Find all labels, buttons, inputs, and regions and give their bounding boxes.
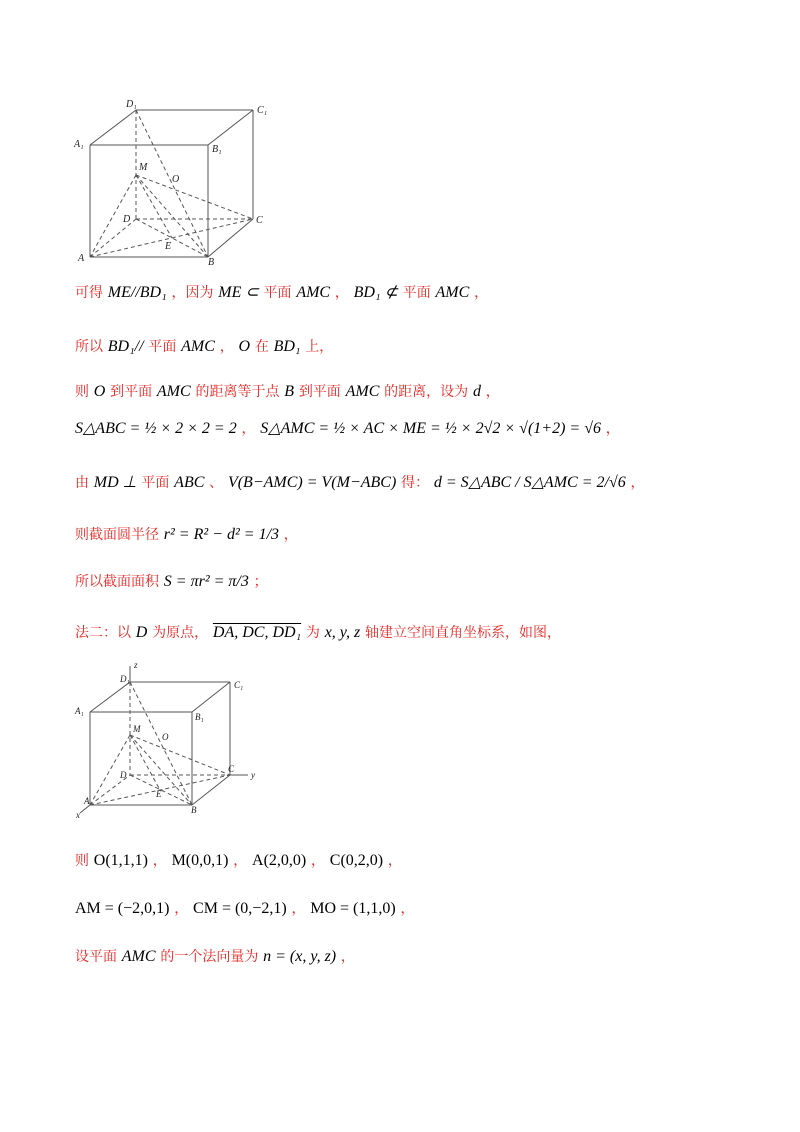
text-line-5: 由 MD ⊥ 平面 ABC 、 V(B−AMC) = V(M−ABC) 得： d = S△ABC / S△AMC = 2/√6 ， (75, 474, 645, 491)
text-line-9: 则 O(1,1,1) ， M(0,0,1) ， A(2,0,0) ， C(0,2,0) ， (75, 852, 402, 869)
label2-b: B (191, 805, 197, 815)
text-line-7: 所以截面面积 S = πr² = π/3 ； (75, 573, 268, 590)
label2-e: E (156, 789, 162, 799)
axis-label-x: x (76, 810, 80, 820)
text-line-10: AM = (−2,0,1) ， CM = (0,−2,1) ， MO = (1,1,0) ， (75, 900, 415, 917)
cube-diagram-2 (70, 660, 270, 820)
label-b: B (208, 257, 215, 268)
label2-a1: A₁ (75, 706, 84, 716)
label2-d: D (120, 770, 127, 780)
label-m: M (139, 162, 148, 173)
label2-a: A (84, 796, 90, 806)
label-d1: D₁ (126, 99, 137, 110)
label2-b1: B₁ (195, 712, 204, 722)
text-line-11: 设平面 AMC 的一个法向量为 n = (x, y, z) ， (75, 948, 355, 965)
cube-figure-2 (70, 660, 270, 820)
text-line-4: S△ABC = ½ × 2 × 2 = 2 ， S△AMC = ½ × AC × ME = ½ × 2√2 × √(1+2) = √6 ， (75, 420, 620, 437)
axis-label-y: y (251, 770, 255, 780)
label-c1: C₁ (257, 105, 268, 116)
cube-diagram-1 (70, 95, 280, 270)
label2-d1: D₁ (120, 674, 130, 684)
label2-m: M (133, 724, 141, 734)
label-c: C (256, 215, 263, 226)
text-line-8: 法二：以 D 为原点， DA, DC, DD₁ 为 x, y, z 轴建立空间直角坐标系，如图， (75, 624, 562, 641)
text-line-3: 则 O 到平面 AMC 的距离等于点 B 到平面 AMC 的距离，设为 d ， (75, 383, 500, 400)
label-a: A (78, 253, 85, 264)
text-line-6: 则截面圆半径 r² = R² − d² = 1/3 ， (75, 526, 298, 543)
label2-o: O (162, 732, 169, 742)
label-o: O (172, 174, 180, 185)
label-b1: B₁ (212, 144, 222, 155)
cube-figure-1 (70, 95, 280, 270)
axis-label-z: z (134, 660, 138, 670)
text-line-1: 可得 ME//BD₁ ，因为 ME ⊂ 平面 AMC ， BD₁ ⊄ 平面 AMC ， (75, 284, 489, 301)
label-d: D (123, 214, 131, 225)
text-line-2: 所以 BD₁// 平面 AMC ， O 在 BD₁ 上， (75, 338, 334, 355)
label2-c1: C₁ (234, 680, 244, 690)
label-e: E (165, 241, 172, 252)
label-a1: A₁ (74, 139, 84, 150)
label2-c: C (228, 764, 235, 774)
